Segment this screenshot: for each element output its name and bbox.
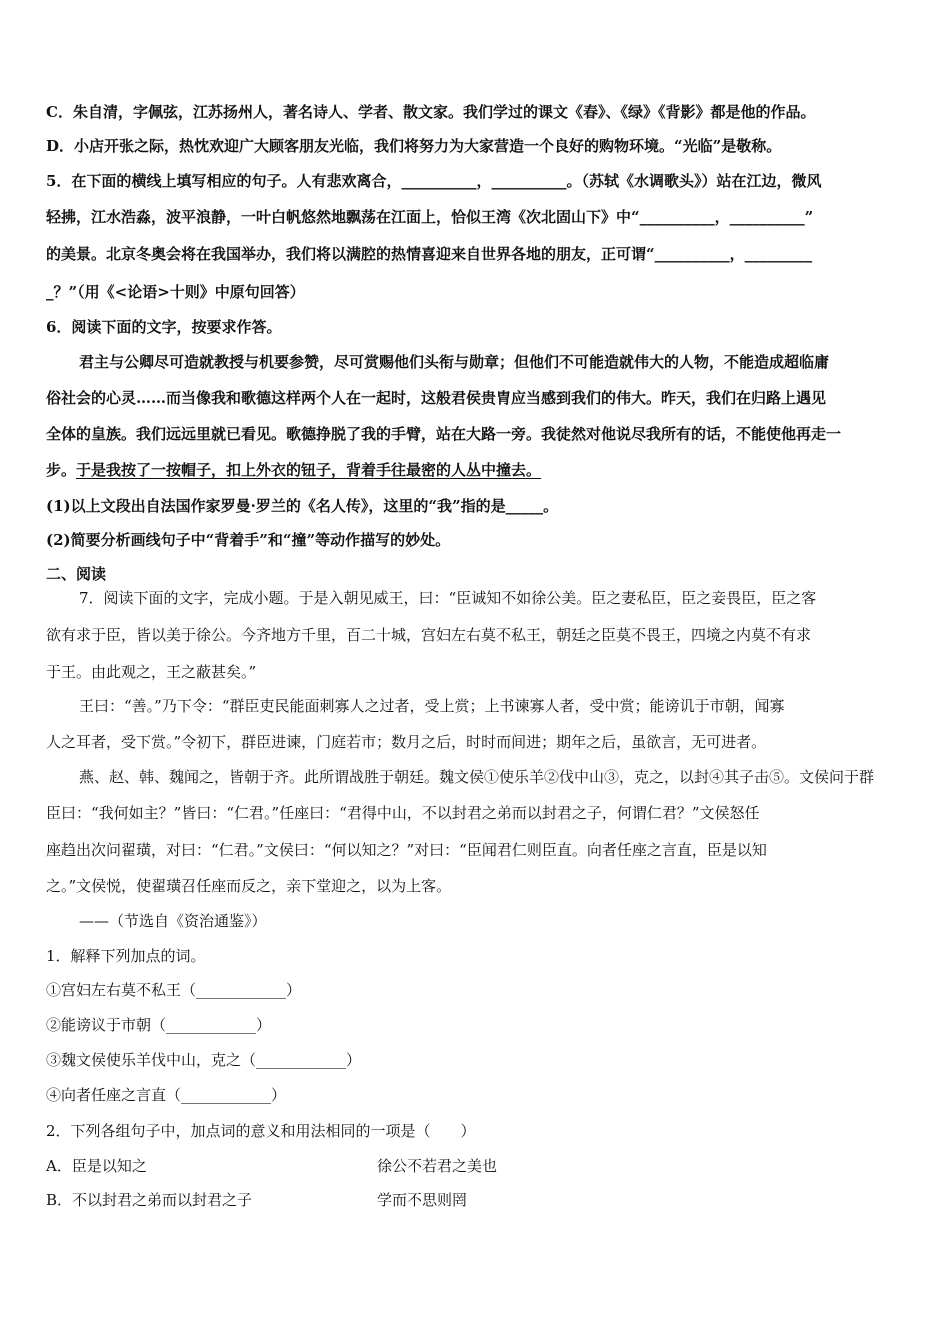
q7-para-1-line-1: 7．阅读下面的文字，完成小题。于是入朝见威王，曰：“臣诚知不如徐公美。臣之妻私臣，臣之妾畏臣，臣之客: [79, 589, 817, 607]
sub-q1-item-4: ④向者任座之言直（____________）: [46, 1086, 287, 1104]
q7-para-3-line-3: 座趋出次问翟璜，对曰：“仁君。”文侯曰：“何以知之？”对曰：“臣闻君仁则臣直。向者任座之言直，臣是以知: [46, 841, 767, 859]
sub-q2-option-b: [46, 1190, 908, 1210]
sub-q2-title: 2．下列各组句子中，加点词的意义和用法相同的一项是（ ）: [46, 1122, 476, 1140]
option-a-right: 徐公不若君之美也: [377, 1157, 498, 1175]
sub-q1-title: 1．解释下列加点的词。: [46, 947, 206, 965]
sub-q1-item-2: ②能谤议于市朝（____________）: [46, 1016, 272, 1034]
q6-passage-line-3: 全体的皇族。我们远远里就已看见。歌德挣脱了我的手臂，站在大路一旁。我徒然对他说尽我所有的话，不能使他再走一: [46, 425, 842, 443]
q6-passage-line-2: 俗社会的心灵……而当像我和歌德这样两个人在一起时，这般君侯贵胄应当感到我们的伟大。昨天，我们在归路上遇见: [46, 389, 827, 407]
underlined-sentence: 于是我按了一按帽子，扣上外衣的钮子，背着手往最密的人丛中撞去。: [76, 461, 542, 479]
q7-para-3-line-4: 之。”文侯悦，使翟璜召任座而反之，亲下堂迎之，以为上客。: [46, 877, 452, 895]
sub-q2-option-a: [46, 1156, 908, 1176]
q6-sub-1: (1)以上文段出自法国作家罗曼·罗兰的《名人传》，这里的“我”指的是_____。: [46, 497, 559, 515]
q6-passage-line-4-start: 步。: [46, 461, 77, 479]
q6-passage-line-1: 君主与公卿尽可造就教授与机要参赞，尽可赏赐他们头衔与勋章；但他们不可能造就伟大的人物，不能造成超临庸: [79, 353, 830, 371]
q7-para-1-line-2: 欲有求于臣，皆以美于徐公。今齐地方千里，百二十城，宫妇左右莫不私王，朝廷之臣莫不畏王，四境之内莫不有求: [46, 626, 812, 644]
q7-para-2-line-2: 人之耳者，受下赏。”令初下，群臣进谏，门庭若市；数月之后，时时而间进；期年之后，虽欲言，无可进者。: [46, 733, 767, 751]
q7-para-3-line-1: 燕、赵、韩、魏闻之，皆朝于齐。此所谓战胜于朝廷。魏文侯①使乐羊②伐中山③，克之，以封④其子击⑤。文侯问于群: [79, 768, 875, 786]
q5-line-3: 的美景。北京冬奥会将在我国举办，我们将以满腔的热情喜迎来自世界各地的朋友，正可谓“__________，_________: [46, 245, 813, 263]
sub-q1-item-3: ③魏文侯使乐羊伐中山，克之（____________）: [46, 1051, 362, 1069]
option-b-left: B．不以封君之弟而以封君之子: [46, 1191, 253, 1209]
q6-sub-2: (2)简要分析画线句子中“背着手”和“撞”等动作描写的妙处。: [46, 531, 451, 549]
section-heading: 二、阅读: [46, 565, 107, 583]
option-a-left: A．臣是以知之: [46, 1157, 147, 1175]
option-d: D．小店开张之际，热忱欢迎广大顾客朋友光临，我们将努力为大家营造一个良好的购物环境。“光临”是敬称。: [46, 137, 782, 155]
q5-line-4: _？”（用《<论语>十则》中原句回答）: [46, 283, 305, 301]
sub-q1-item-1: ①宫妇左右莫不私王（____________）: [46, 981, 302, 999]
q7-source: ——（节选自《资治通鉴》）: [79, 912, 267, 930]
q7-para-1-line-3: 于王。由此观之，王之蔽甚矣。”: [46, 663, 257, 681]
option-b-right: 学而不思则罔: [377, 1191, 468, 1209]
q7-para-2-line-1: 王曰：“善。”乃下令：“群臣吏民能面刺寡人之过者，受上赏；上书谏寡人者，受中赏；能谤讥于市朝，闻寡: [79, 697, 785, 715]
q5-line-2: 轻拂，江水浩淼，波平浪静，一叶白帆悠然地飘荡在江面上，恰似王湾《次北固山下》中“__________，__________”: [46, 208, 814, 226]
q5-line-1: 5．在下面的横线上填写相应的句子。人有悲欢离合，__________，__________。（苏轼《水调歌头》）站在江边，微风: [46, 172, 822, 190]
option-c: C．朱自清，字佩弦，江苏扬州人，著名诗人、学者、散文家。我们学过的课文《春》、《绿》《背影》都是他的作品。: [46, 103, 816, 121]
q7-para-3-line-2: 臣曰：“我何如主？”皆曰：“仁君。”任座曰：“君得中山，不以封君之弟而以封君之子，何谓仁君？”文侯怒任: [46, 804, 760, 822]
q6-title: 6．阅读下面的文字，按要求作答。: [46, 318, 282, 336]
q6-passage-line-4: [46, 460, 541, 480]
